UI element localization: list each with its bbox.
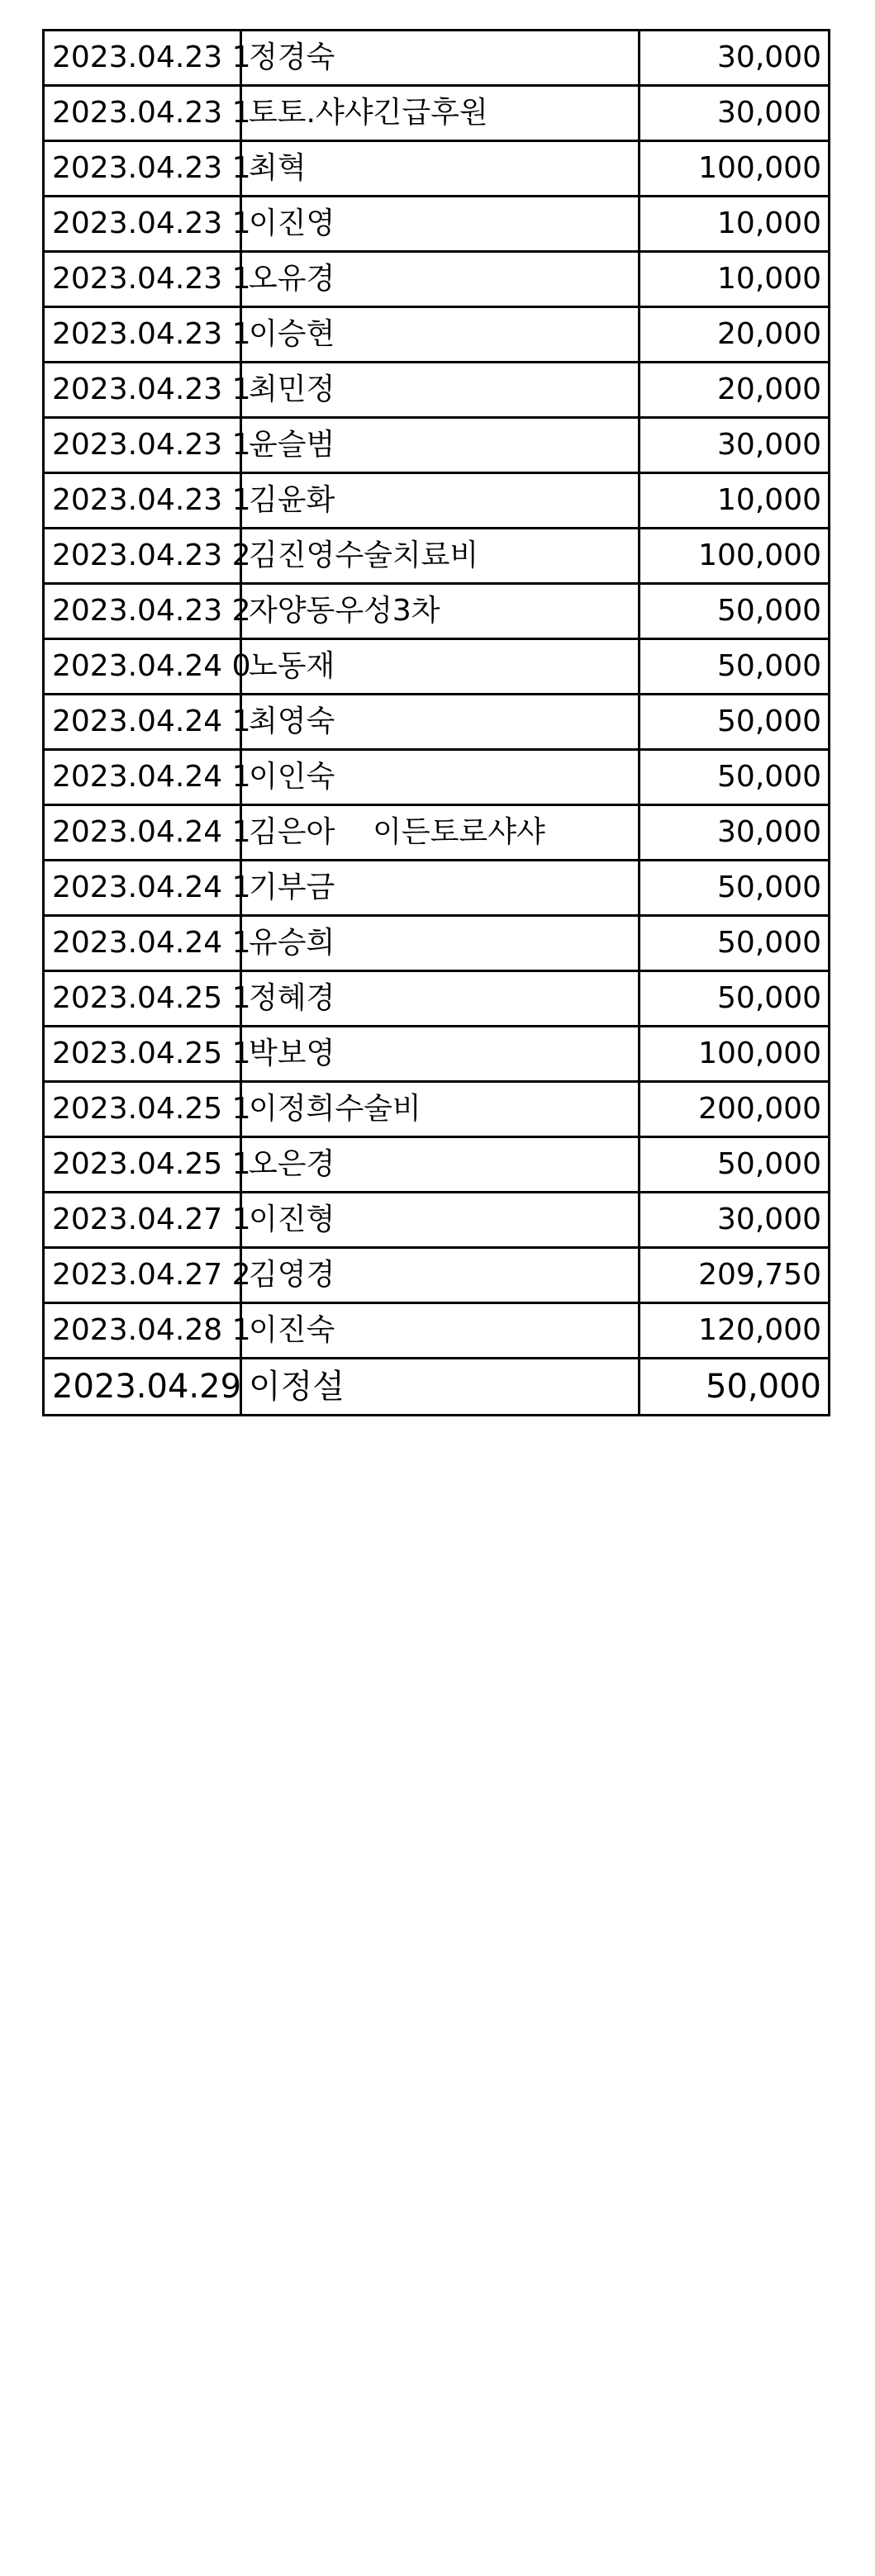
date-overflow-text: 1 — [231, 428, 251, 462]
table-row — [44, 473, 830, 529]
date-text: 2023.04.28 — [52, 1313, 223, 1347]
date-overflow-text: 0 — [231, 649, 251, 683]
name-cell: 자양동우성3차 — [241, 584, 640, 639]
date-cell — [44, 639, 251, 695]
table-row — [44, 750, 830, 805]
date-cell — [44, 805, 251, 861]
date-cell — [44, 1082, 251, 1137]
name-cell: 김윤화 — [241, 473, 640, 529]
amount-cell: 209,750 — [640, 1248, 830, 1303]
date-cell — [44, 529, 251, 584]
date-cell — [44, 307, 251, 363]
amount-cell: 50,000 — [640, 971, 830, 1027]
date-text: 2023.04.25 — [52, 981, 223, 1015]
date-text: 2023.04.23 — [52, 96, 223, 130]
table-row — [44, 584, 830, 639]
amount-cell: 200,000 — [640, 1082, 830, 1137]
amount-cell: 10,000 — [640, 252, 830, 307]
table-row — [44, 1248, 830, 1303]
date-text: 2023.04.24 — [52, 704, 223, 738]
date-text: 2023.04.23 — [52, 428, 223, 462]
name-cell: 기부금 — [241, 861, 640, 916]
name-cell: 정경숙 — [241, 31, 640, 86]
date-text: 2023.04.25 — [52, 1092, 223, 1126]
table-row — [44, 639, 830, 695]
date-overflow-text: 1 — [231, 1092, 251, 1126]
table-row — [44, 1193, 830, 1248]
table-row — [44, 197, 830, 252]
amount-cell: 100,000 — [640, 141, 830, 197]
date-overflow-text: 1 — [231, 1203, 251, 1236]
date-text: 2023.04.24 — [52, 649, 223, 683]
date-text: 2023.04.23 — [52, 40, 223, 74]
amount-cell: 100,000 — [640, 1027, 830, 1082]
date-text: 2023.04.23 — [52, 317, 223, 351]
date-cell — [44, 418, 251, 473]
table-row — [44, 307, 830, 363]
date-cell — [44, 252, 251, 307]
name-cell: 유승희 — [241, 916, 640, 971]
amount-cell: 100,000 — [640, 529, 830, 584]
amount-cell: 30,000 — [640, 418, 830, 473]
amount-cell: 10,000 — [640, 197, 830, 252]
name-cell: 이인숙 — [241, 750, 640, 805]
date-text: 2023.04.23 — [52, 594, 223, 628]
date-text: 2023.04.23 — [52, 206, 223, 240]
amount-cell: 30,000 — [640, 86, 830, 141]
date-overflow-text: 1 — [231, 815, 251, 849]
table-row — [44, 141, 830, 197]
table-row — [44, 1359, 830, 1416]
date-cell — [44, 473, 251, 529]
date-overflow-text: 1 — [231, 372, 251, 406]
date-overflow-text: 1 — [231, 1037, 251, 1070]
amount-cell: 50,000 — [640, 1359, 830, 1416]
date-text: 2023.04.24 — [52, 815, 223, 849]
date-overflow-text: 1 — [231, 262, 251, 296]
table-row — [44, 861, 830, 916]
date-cell — [44, 86, 251, 141]
amount-cell: 20,000 — [640, 307, 830, 363]
table-row — [44, 1303, 830, 1359]
table-row — [44, 916, 830, 971]
table-row — [44, 1027, 830, 1082]
date-text: 2023.04.24 — [52, 871, 223, 904]
date-overflow-text: 1 — [231, 40, 251, 74]
date-text: 2023.04.23 — [52, 483, 223, 517]
amount-cell: 50,000 — [640, 1137, 830, 1193]
date-cell — [44, 916, 251, 971]
table-row — [44, 695, 830, 750]
date-overflow-text: 2 — [231, 1258, 251, 1292]
date-cell — [44, 141, 251, 197]
date-overflow-text: 1 — [231, 483, 251, 517]
date-cell — [44, 197, 251, 252]
date-overflow-text: 1 — [231, 760, 251, 794]
amount-cell: 50,000 — [640, 584, 830, 639]
amount-cell: 30,000 — [640, 1193, 830, 1248]
name-cell: 최민정 — [241, 363, 640, 418]
table-row — [44, 971, 830, 1027]
date-cell — [44, 1027, 251, 1082]
name-cell: 최혁 — [241, 141, 640, 197]
name-cell: 이승현 — [241, 307, 640, 363]
date-text: 2023.04.24 — [52, 926, 223, 960]
table-row — [44, 86, 830, 141]
donation-ledger-body — [44, 31, 830, 1416]
date-cell — [44, 363, 251, 418]
table-row — [44, 1137, 830, 1193]
name-cell: 이진형 — [241, 1193, 640, 1248]
amount-cell: 50,000 — [640, 750, 830, 805]
amount-cell: 50,000 — [640, 861, 830, 916]
date-overflow-text: 1 — [231, 926, 251, 960]
date-text: 2023.04.23 — [52, 538, 223, 572]
date-cell — [44, 695, 251, 750]
date-overflow-text: 1 — [231, 151, 251, 185]
date-cell — [44, 584, 251, 639]
date-text: 2023.04.29 — [52, 1368, 242, 1406]
amount-cell: 30,000 — [640, 31, 830, 86]
date-overflow-text: 1 — [231, 981, 251, 1015]
date-text: 2023.04.27 — [52, 1203, 223, 1236]
date-text: 2023.04.25 — [52, 1147, 223, 1181]
amount-cell: 120,000 — [640, 1303, 830, 1359]
amount-cell: 50,000 — [640, 639, 830, 695]
name-cell: 이진영 — [241, 197, 640, 252]
table-row — [44, 805, 830, 861]
name-cell: 오유경 — [241, 252, 640, 307]
date-cell — [44, 1248, 251, 1303]
date-overflow-text: 1 — [231, 871, 251, 904]
date-overflow-text: 1 — [231, 96, 251, 130]
date-cell — [44, 1193, 251, 1248]
name-cell: 정혜경 — [241, 971, 640, 1027]
name-cell: 최영숙 — [241, 695, 640, 750]
date-cell — [44, 1137, 251, 1193]
name-cell: 김영경 — [241, 1248, 640, 1303]
name-cell: 노동재 — [241, 639, 640, 695]
date-overflow-text: 1 — [231, 317, 251, 351]
name-cell: 오은경 — [241, 1137, 640, 1193]
date-text: 2023.04.24 — [52, 760, 223, 794]
amount-cell: 20,000 — [640, 363, 830, 418]
date-cell — [44, 1303, 251, 1359]
date-text: 2023.04.27 — [52, 1258, 223, 1292]
date-text: 2023.04.25 — [52, 1037, 223, 1070]
date-text: 2023.04.23 — [52, 151, 223, 185]
amount-cell: 50,000 — [640, 916, 830, 971]
table-row — [44, 1082, 830, 1137]
table-row — [44, 363, 830, 418]
date-cell — [44, 31, 251, 86]
date-cell — [44, 1359, 241, 1416]
amount-cell: 50,000 — [640, 695, 830, 750]
name-cell: 이진숙 — [241, 1303, 640, 1359]
table-row — [44, 418, 830, 473]
name-cell: 이정희수술비 — [241, 1082, 640, 1137]
amount-cell: 10,000 — [640, 473, 830, 529]
date-overflow-text: 1 — [231, 1313, 251, 1347]
date-overflow-text: 2 — [231, 538, 251, 572]
name-cell: 김진영수술치료비 — [241, 529, 640, 584]
name-cell: 토토.샤샤긴급후원 — [241, 86, 640, 141]
name-cell: 김은아 이든토로샤샤 — [241, 805, 640, 861]
date-overflow-text: 1 — [231, 206, 251, 240]
date-cell — [44, 750, 251, 805]
name-cell: 이정설 — [241, 1359, 640, 1416]
table-row — [44, 252, 830, 307]
donation-ledger-table — [42, 29, 830, 1416]
date-text: 2023.04.23 — [52, 372, 223, 406]
table-row — [44, 529, 830, 584]
amount-cell: 30,000 — [640, 805, 830, 861]
date-text: 2023.04.23 — [52, 262, 223, 296]
date-cell — [44, 861, 251, 916]
date-cell — [44, 971, 251, 1027]
table-row — [44, 31, 830, 86]
date-overflow-text: 1 — [231, 1147, 251, 1181]
name-cell: 윤슬범 — [241, 418, 640, 473]
date-overflow-text: 1 — [231, 704, 251, 738]
date-overflow-text: 2 — [231, 594, 251, 628]
name-cell: 박보영 — [241, 1027, 640, 1082]
